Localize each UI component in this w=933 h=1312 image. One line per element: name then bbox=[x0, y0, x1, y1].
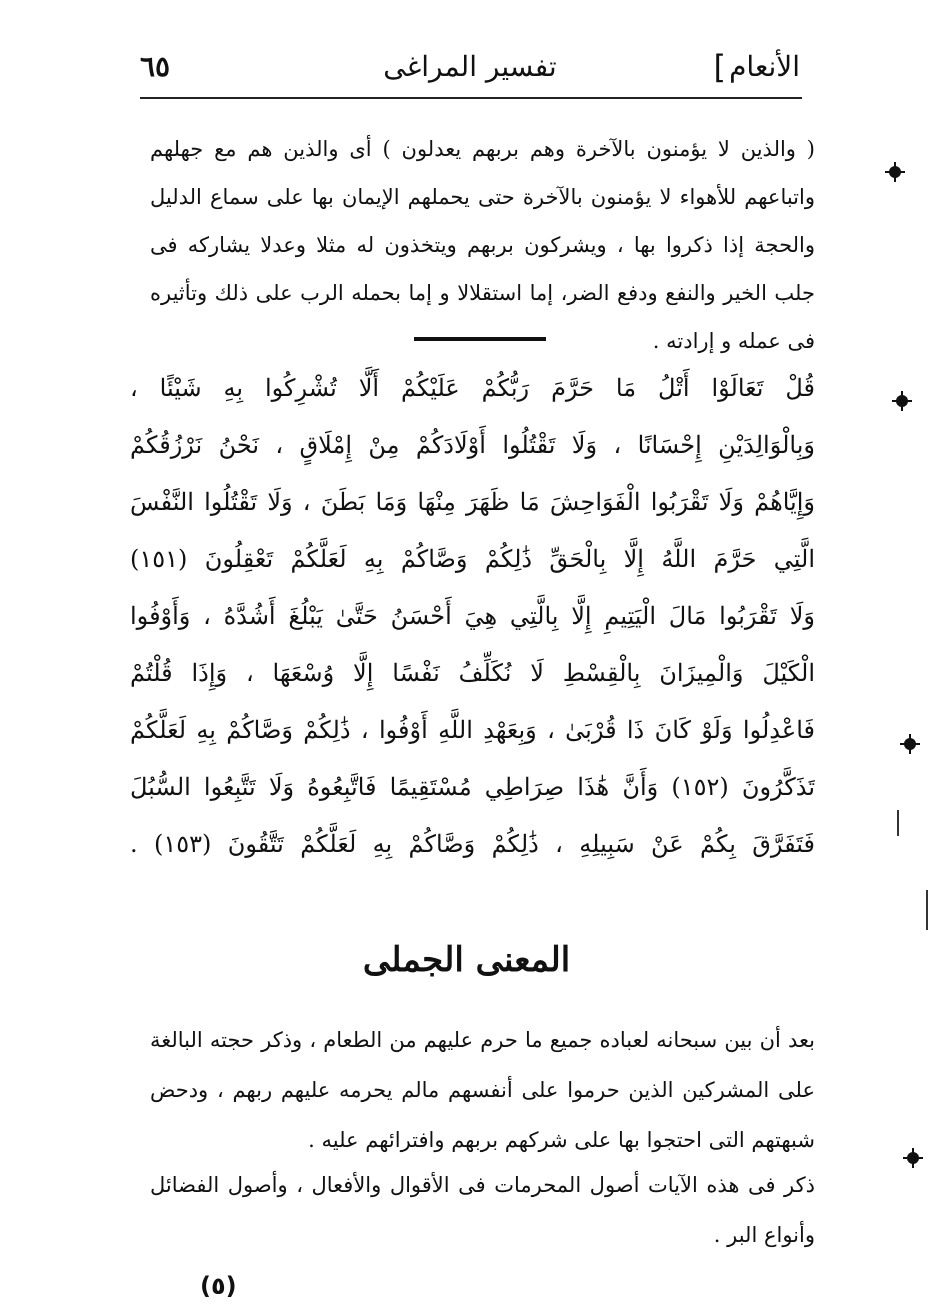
running-header bbox=[140, 50, 800, 96]
section-separator bbox=[414, 337, 546, 341]
verse-line: الْكَيْلَ وَالْمِيزَانَ بِالْقِسْطِ لَا نُكَلِّفُ نَفْسًا إِلَّا وُسْعَهَا ، وَإِذَا قُلْتُمْ bbox=[130, 659, 815, 687]
verse-line: تَذَكَّرُونَ (١٥٢) وَأَنَّ هَٰذَا صِرَاطِي مُسْتَقِيمًا فَاتَّبِعُوهُ وَلَا تَتَّبِعُوا السُّبُلَ bbox=[130, 773, 815, 801]
verse-line: الَّتِي حَرَّمَ اللَّهُ إِلَّا بِالْحَقِّ ذَٰلِكُمْ وَصَّاكُمْ بِهِ لَعَلَّكُمْ تَعْقِلُونَ (١٥١) bbox=[130, 545, 815, 573]
verse-line: قُلْ تَعَالَوْا أَتْلُ مَا حَرَّمَ رَبُّكُمْ عَلَيْكُمْ أَلَّا تُشْرِكُوا بِهِ شَيْئًا ، bbox=[130, 374, 815, 402]
margin-tick bbox=[926, 890, 928, 930]
quran-verse-block bbox=[130, 360, 815, 873]
margin-tick bbox=[897, 810, 899, 836]
signature-mark: (٥) bbox=[200, 1272, 237, 1300]
margin-ink-mark bbox=[889, 166, 901, 178]
book-title: تفسير المراغى bbox=[383, 50, 557, 83]
verse-line: فَاعْدِلُوا وَلَوْ كَانَ ذَا قُرْبَىٰ ، وَبِعَهْدِ اللَّهِ أَوْفُوا ، ذَٰلِكُمْ وَصَّاكُمْ بِهِ لَعَلَّكُمْ bbox=[130, 716, 815, 744]
verse-line: وَلَا تَقْرَبُوا مَالَ الْيَتِيمِ إِلَّا بِالَّتِي هِيَ أَحْسَنُ حَتَّىٰ يَبْلُغَ أَشُدَّهُ ، وَأَوْفُوا bbox=[130, 602, 815, 630]
surah-name: الأنعام bbox=[729, 50, 800, 83]
page-number: ٦٥ bbox=[140, 50, 171, 83]
header-bracket: ] bbox=[713, 48, 726, 86]
margin-ink-mark bbox=[907, 1152, 919, 1164]
margin-ink-mark bbox=[896, 395, 908, 407]
section-heading: المعنى الجملى bbox=[362, 940, 571, 980]
commentary-paragraph: ( والذين لا يؤمنون بالآخرة وهم بربهم يعدلون ) أى والذين هم مع جهلهم واتباعهم للأهواء لا يؤمنون بالآخرة حتى يحملهم الإيمان بها على سماع الدليل والحجة إذا ذكروا بها ، ويشركون بربهم ويتخذون له مثلا وعدلا يشاركه فى جلب الخير والنفع ودفع الضر، إما استقلالا و إما بحمله الرب على ذلك وتأثيره فى عمله و إرادته . bbox=[150, 137, 815, 353]
verse-line: وَإِيَّاهُمْ وَلَا تَقْرَبُوا الْفَوَاحِشَ مَا ظَهَرَ مِنْهَا وَمَا بَطَنَ ، وَلَا تَقْتُلُوا النَّفْسَ bbox=[130, 488, 815, 516]
verse-line: وَبِالْوَالِدَيْنِ إِحْسَانًا ، وَلَا تَقْتُلُوا أَوْلَادَكُمْ مِنْ إِمْلَاقٍ ، نَحْنُ نَرْزُقُكُمْ bbox=[130, 431, 815, 459]
summary-paragraph-2: ذكر فى هذه الآيات أصول المحرمات فى الأقوال والأفعال ، وأصول الفضائل وأنواع البر . bbox=[150, 1173, 815, 1247]
margin-ink-mark bbox=[904, 738, 916, 750]
header-rule bbox=[140, 97, 802, 99]
verse-line: فَتَفَرَّقَ بِكُمْ عَنْ سَبِيلِهِ ، ذَٰلِكُمْ وَصَّاكُمْ بِهِ لَعَلَّكُمْ تَتَّقُونَ (١٥٣) . bbox=[130, 830, 815, 858]
summary-paragraph: بعد أن بين سبحانه لعباده جميع ما حرم عليهم من الطعام ، وذكر حجته البالغة على المشركين الذين حرموا على أنفسهم مالم يحرمه عليهم ربهم ، ودحض شبهتهم التى احتجوا بها على شركهم بربهم وافترائهم عليه . bbox=[150, 1028, 815, 1152]
